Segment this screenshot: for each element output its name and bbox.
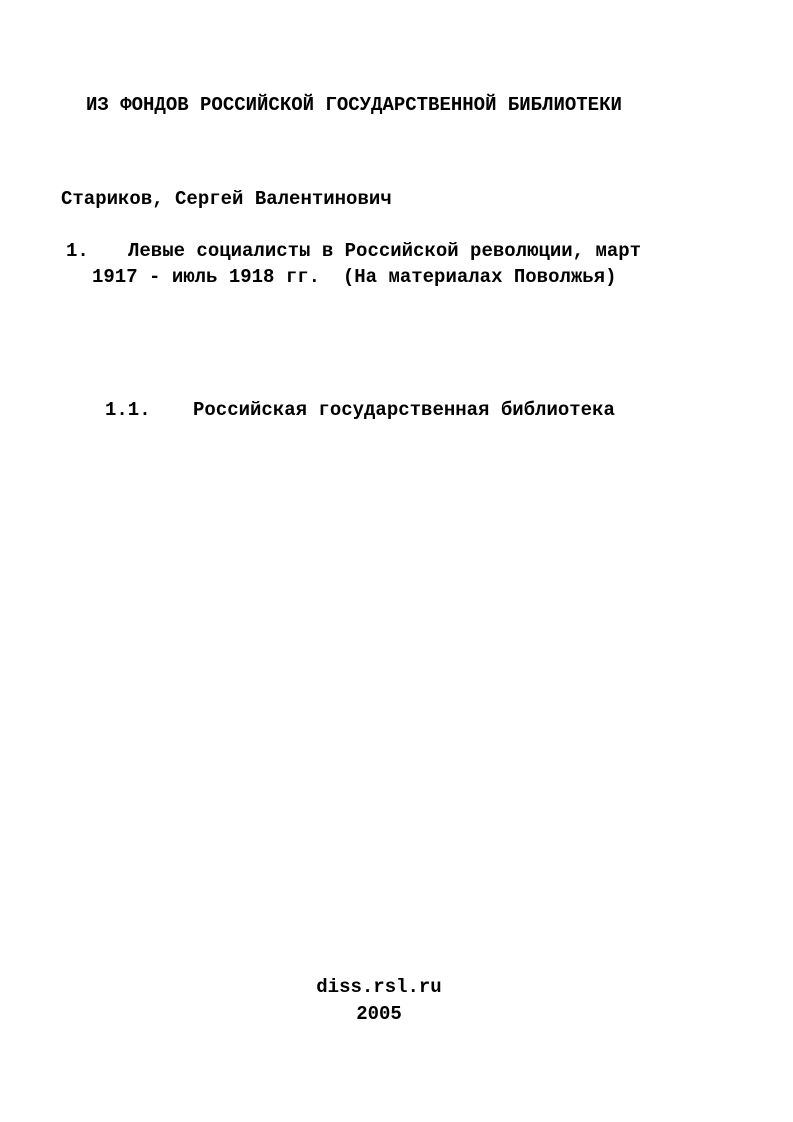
author-name: Стариков, Сергей Валентинович [61, 188, 392, 210]
subitem-title: Российская государственная библиотека [193, 399, 615, 421]
item-title-line-1: Левые социалисты в Российской революции, март [128, 240, 642, 262]
item-number: 1. [66, 240, 89, 262]
footer-year: 2005 [356, 1003, 402, 1025]
subitem-number: 1.1. [105, 399, 151, 421]
footer-site: diss.rsl.ru [316, 976, 442, 998]
item-title-line-2: 1917 - июль 1918 гг. (На материалах Поволжья) [92, 266, 617, 288]
library-header: ИЗ ФОНДОВ РОССИЙСКОЙ ГОСУДАРСТВЕННОЙ БИБЛИОТЕКИ [86, 94, 622, 116]
